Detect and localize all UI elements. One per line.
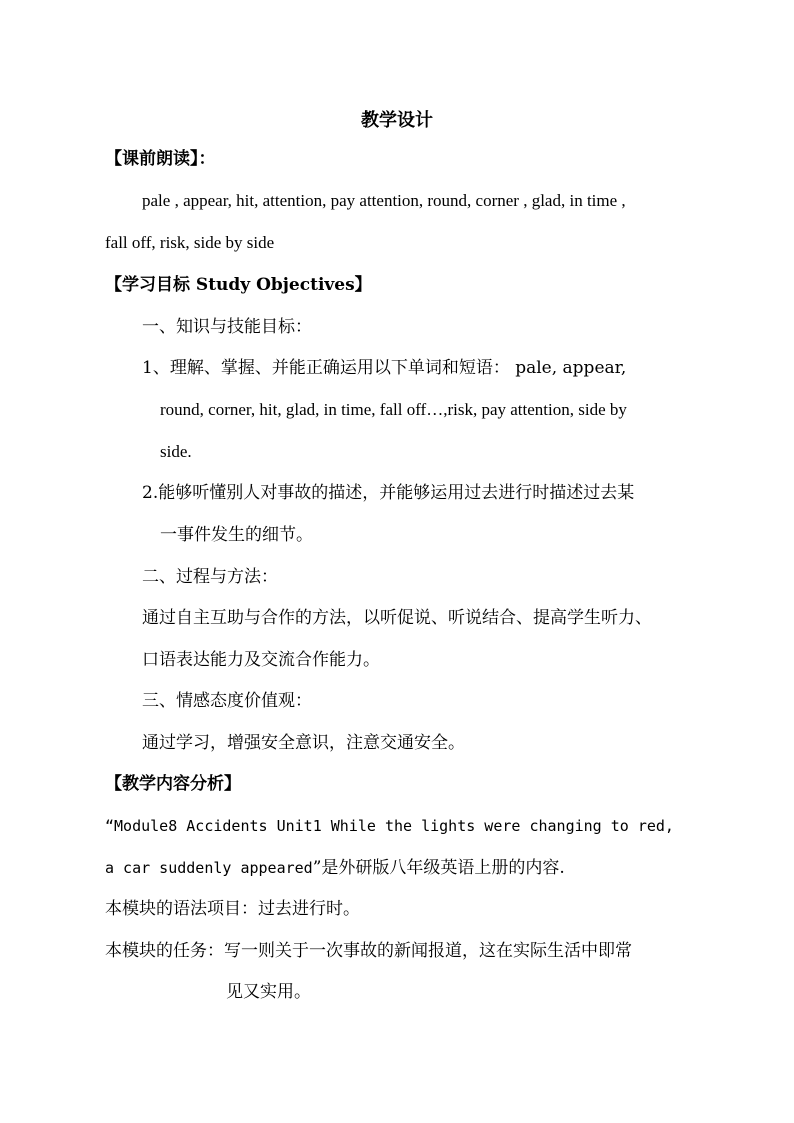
section-heading-objectives: 【学习目标 Study Objectives】: [105, 275, 372, 295]
section-heading-content-analysis: 【教学内容分析】: [105, 774, 241, 794]
vocab-line-1: pale , appear, hit, attention, pay attention, round, corner , glad, in time ,: [142, 191, 626, 210]
objective-item-1-line-3: side.: [160, 442, 192, 461]
section-heading-pre-reading: 【课前朗读】：: [105, 149, 216, 169]
objective-subheading-process: 二、过程与方法：: [142, 567, 278, 587]
document-title: 教学设计: [361, 110, 433, 131]
emotion-text-line-1: 通过学习，增强安全意识，注意交通安全。: [142, 733, 465, 753]
objective-item-2-line-1: 2.能够听懂别人对事故的描述，并能够运用过去进行时描述过去某: [142, 483, 635, 503]
objective-item-2-line-2: 一事件发生的细节。: [160, 525, 313, 545]
objective-subheading-emotion: 三、情感态度价值观：: [142, 691, 312, 711]
analysis-text-line-2-chinese: ”是外研版八年级英语上册的内容.: [312, 858, 565, 878]
process-text-line-2: 口语表达能力及交流合作能力。: [142, 650, 380, 670]
vocab-line-2: fall off, risk, side by side: [105, 233, 275, 252]
analysis-text-line-2-english: a car suddenly appeared: [105, 859, 313, 877]
process-text-line-1: 通过自主互助与合作的方法，以听促说、听说结合、提高学生听力、: [142, 608, 652, 628]
objective-subheading-knowledge: 一、知识与技能目标：: [142, 317, 312, 337]
task-text-line-2: 见又实用。: [226, 982, 311, 1002]
analysis-text-line-2: [105, 857, 565, 879]
task-text-line-1: 本模块的任务：写一则关于一次事故的新闻报道，这在实际生活中即常: [105, 941, 632, 961]
analysis-text-line-1: “Module8 Accidents Unit1 While the lights were changing to red,: [105, 817, 674, 835]
objective-item-1-line-1: 1、理解、掌握、并能正确运用以下单词和短语： pale, appear,: [142, 358, 627, 378]
objective-item-1-line-2: round, corner, hit, glad, in time, fall off…,risk, pay attention, side by: [160, 400, 627, 419]
grammar-item: 本模块的语法项目：过去进行时。: [105, 899, 360, 919]
